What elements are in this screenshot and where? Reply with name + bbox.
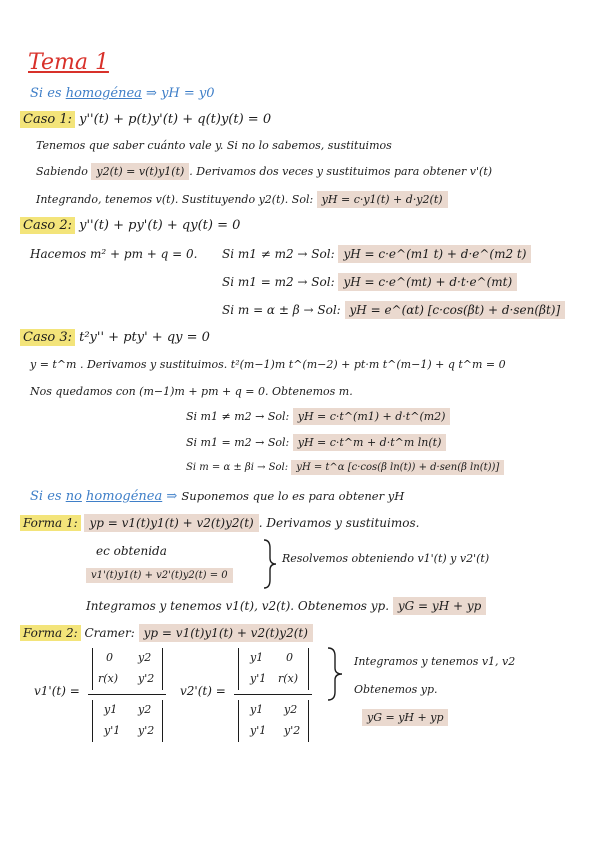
caso3-row-0-arrow: → Sol:	[255, 410, 290, 423]
caso3-label: Caso 3:	[20, 329, 75, 346]
caso1-text2-a: Sabiendo	[36, 165, 88, 178]
v2-den-c: y'1	[250, 724, 267, 737]
forma1-sys-2	[86, 571, 233, 581]
caso3-row-2-sol: yH = t^α [c·cos(β ln(t)) + d·sen(β ln(t))]	[291, 460, 504, 475]
nonhomog-rest: Suponemos que lo es para obtener yH	[181, 489, 405, 503]
homog-prefix: Si es	[30, 86, 62, 101]
caso2-row-0	[222, 248, 531, 260]
caso2-row-1-arrow: → Sol:	[297, 275, 335, 289]
caso1-label: Caso 1:	[20, 111, 75, 128]
v2-fraction	[238, 646, 310, 746]
forma1-box: yp = v1(t)y1(t) + v2(t)y2(t)	[84, 514, 258, 532]
v1-num-d: y'2	[138, 672, 155, 685]
forma1-resolve: Resolvemos obteniendo v1'(t) y v2'(t)	[282, 552, 490, 565]
caso2-equation: y''(t) + py'(t) + qy(t) = 0	[79, 218, 241, 233]
caso2-row-0-cond: Si m1 ≠ m2	[222, 247, 294, 261]
caso1-sol-label: Sol:	[291, 193, 314, 206]
caso3-text1: y = t^m . Derivamos y sustituimos. t²(m−1)m t^(m−2) + pt·m t^(m−1) + q t^m = 0	[30, 358, 506, 371]
caso1-equation: y''(t) + p(t)y'(t) + q(t)y(t) = 0	[79, 112, 272, 127]
caso3-row-2-cond: Si m = α ± βi	[186, 462, 254, 473]
forma1-integ: Integramos y tenemos v1(t), v2(t). Obtenemos yp.	[86, 599, 390, 613]
v2-den-b: y2	[284, 703, 298, 716]
v2-den-d: y'2	[284, 724, 301, 737]
forma2-cramer: Cramer:	[84, 626, 135, 640]
right-brace-icon	[262, 538, 278, 590]
v1-num-a: 0	[106, 651, 113, 664]
v1-den-b: y2	[138, 703, 152, 716]
caso2-row-2-sol: yH = e^(αt) [c·cos(βt) + d·sen(βt)]	[345, 301, 566, 319]
forma2-note-2: Obtenemos yp.	[354, 683, 438, 696]
caso1-solution: yH = c·y1(t) + d·y2(t)	[317, 191, 448, 208]
homog-word: homogénea	[65, 86, 142, 101]
forma2-line	[20, 627, 313, 639]
v1-num-c: r(x)	[98, 672, 119, 685]
forma1-sys-1: ec obtenida	[96, 544, 167, 558]
v1-den-d: y'2	[138, 724, 155, 737]
caso3-line	[20, 331, 210, 344]
v1-fraction-line	[88, 694, 166, 695]
nonhomog-heading	[30, 490, 404, 503]
v2-label: v2'(t) =	[180, 684, 226, 698]
forma2-box: yp = v1(t)y1(t) + v2(t)y2(t)	[139, 624, 313, 642]
v2-num-a: y1	[250, 651, 264, 664]
v2-fraction-line	[234, 694, 312, 695]
homogeneous-heading	[30, 87, 215, 100]
right-brace-icon	[326, 646, 344, 702]
v1-fraction	[92, 646, 164, 746]
caso3-row-1-arrow: → Sol:	[255, 436, 290, 449]
caso2-row-0-arrow: → Sol:	[297, 247, 335, 261]
caso1-text2-b: . Derivamos dos veces y sustituimos para obtener v'(t)	[189, 165, 493, 178]
caso1-text2	[36, 166, 492, 177]
caso2-row-2-cond: Si m = α ± β	[222, 303, 300, 317]
forma1-line	[20, 517, 419, 529]
caso2-row-2	[222, 304, 565, 316]
caso3-row-1	[186, 437, 446, 448]
caso2-label: Caso 2:	[20, 217, 75, 234]
forma2-label: Forma 2:	[20, 625, 81, 641]
v2-num-d: r(x)	[278, 672, 299, 685]
caso2-row-1-sol: yH = c·e^(mt) + d·t·e^(mt)	[338, 273, 517, 291]
caso3-row-0-cond: Si m1 ≠ m2	[186, 410, 252, 423]
caso2-line	[20, 219, 240, 232]
forma1-final: yG = yH + yp	[393, 597, 486, 615]
v1-den-c: y'1	[104, 724, 121, 737]
caso3-row-1-sol: yH = c·t^m + d·t^m ln(t)	[293, 434, 447, 451]
page-title: Tema 1	[28, 50, 109, 75]
caso1-text1: Tenemos que saber cuánto vale y. Si no lo sabemos, sustituimos	[36, 139, 392, 152]
caso3-row-2	[186, 463, 504, 473]
nonhomog-word: homogénea	[86, 489, 163, 504]
caso1-line	[20, 113, 271, 126]
forma1-rest: . Derivamos y sustituimos.	[258, 516, 420, 530]
caso1-text3	[36, 194, 448, 205]
v1-label: v1'(t) =	[34, 684, 80, 698]
nonhomog-arrow: ⇒	[166, 489, 178, 504]
caso3-row-1-cond: Si m1 = m2	[186, 436, 252, 449]
v1-den-a: y1	[104, 703, 118, 716]
forma2-final-box: yG = yH + yp	[362, 709, 448, 726]
caso2-row-2-arrow: → Sol:	[303, 303, 341, 317]
caso3-row-2-arrow: → Sol:	[257, 462, 289, 473]
forma2-note-1: Integramos y tenemos v1, v2	[354, 655, 516, 668]
caso3-row-0	[186, 411, 450, 422]
v2-num-b: 0	[286, 651, 293, 664]
caso1-text3-body: Integrando, tenemos v(t). Sustituyendo y2(t).	[36, 193, 289, 206]
caso2-row-1-cond: Si m1 = m2	[222, 275, 294, 289]
homog-arrow: ⇒	[146, 86, 157, 101]
caso2-row-0-sol: yH = c·e^(m1 t) + d·e^(m2 t)	[338, 245, 531, 263]
forma2-final	[362, 712, 448, 723]
nonhomog-prefix: Si es	[30, 489, 62, 504]
caso3-text2: Nos quedamos con (m−1)m + pm + q = 0. Obtenemos m.	[30, 385, 353, 398]
forma1-sys-2-box: v1'(t)y1(t) + v2'(t)y2(t) = 0	[86, 568, 233, 583]
v2-num-c: y'1	[250, 672, 267, 685]
v1-num-b: y2	[138, 651, 152, 664]
caso3-row-0-sol: yH = c·t^(m1) + d·t^(m2)	[293, 408, 451, 425]
forma1-label: Forma 1:	[20, 515, 81, 531]
v2-den-a: y1	[250, 703, 264, 716]
caso1-text2-box: y2(t) = v(t)y1(t)	[91, 163, 189, 180]
caso2-hacemos: Hacemos m² + pm + q = 0.	[30, 247, 198, 261]
homog-relation: yH = y0	[161, 86, 215, 101]
forma1-integ-line	[86, 600, 486, 612]
caso2-row-1	[222, 276, 517, 288]
nonhomog-word-no: no	[65, 489, 82, 504]
caso3-equation: t²y'' + pty' + qy = 0	[79, 330, 210, 345]
